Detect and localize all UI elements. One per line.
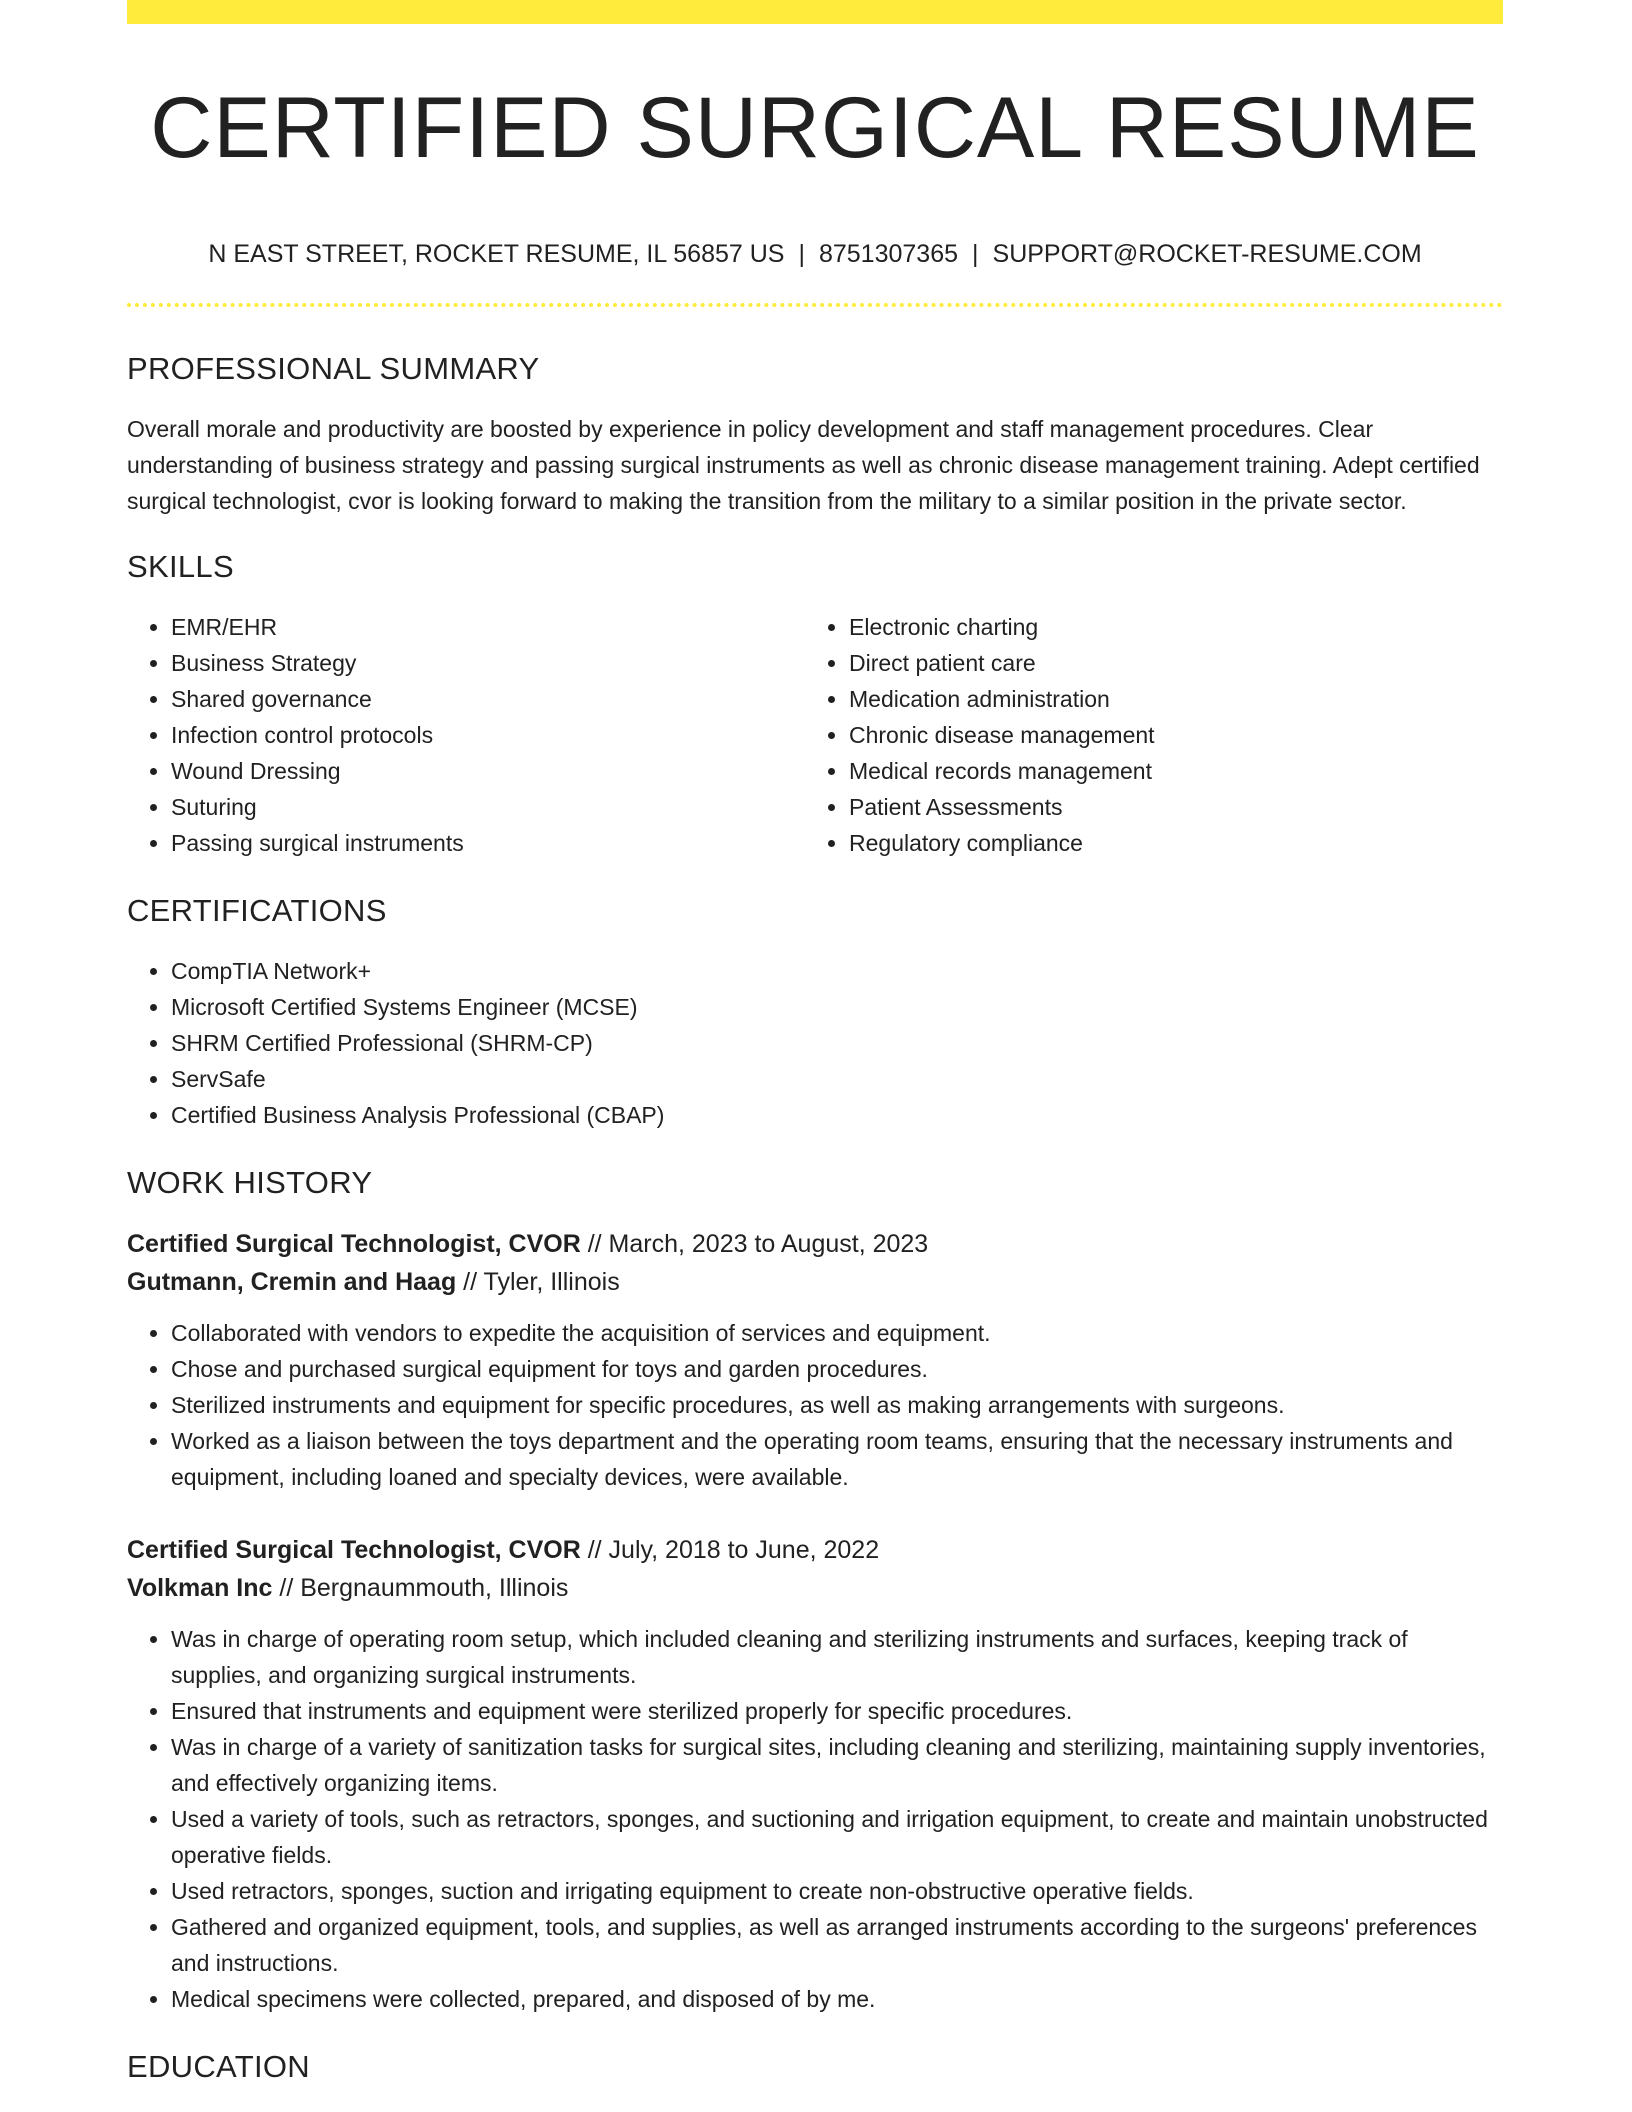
job-duty-item: • Used retractors, sponges, suction and irrigating equipment to create non-obstructive operative fields. bbox=[171, 1873, 1503, 1909]
skill-item: • EMR/EHR bbox=[171, 609, 805, 645]
education-heading: EDUCATION bbox=[127, 2049, 310, 2084]
job-title: Certified Surgical Technologist, CVOR bbox=[127, 1230, 581, 1258]
job-dates: // July, 2018 to June, 2022 bbox=[580, 1536, 880, 1564]
job-duty-item: • Chose and purchased surgical equipment for toys and garden procedures. bbox=[171, 1351, 1503, 1387]
job-duty-item: • Collaborated with vendors to expedite the acquisition of services and equipment. bbox=[171, 1315, 1503, 1351]
certification-item: • Microsoft Certified Systems Engineer (MCSE) bbox=[171, 989, 1503, 1025]
certification-item: • CompTIA Network+ bbox=[171, 953, 1503, 989]
skill-item: • Patient Assessments bbox=[849, 789, 1483, 825]
dotted-divider bbox=[127, 303, 1503, 307]
job-duty-item: • Worked as a liaison between the toys department and the operating room teams, ensuring that the necessary instruments and equipment, including loaned and specialty devices, were available. bbox=[171, 1423, 1503, 1495]
resume-content bbox=[127, 0, 1503, 2087]
job-entry bbox=[127, 1225, 1503, 1495]
skills-grid bbox=[127, 609, 1503, 861]
job-location: // Bergnaummouth, Illinois bbox=[272, 1574, 569, 1602]
job-duty-item: • Ensured that instruments and equipment were sterilized properly for specific procedures. bbox=[171, 1693, 1503, 1729]
job-duties-list bbox=[127, 1315, 1503, 1495]
skill-item: • Direct patient care bbox=[849, 645, 1483, 681]
job-company: Gutmann, Cremin and Haag bbox=[127, 1268, 457, 1296]
contact-phone: 8751307365 bbox=[818, 240, 959, 268]
job-duty-item: • Medical specimens were collected, prepared, and disposed of by me. bbox=[171, 1981, 1503, 2017]
job-company: Volkman Inc bbox=[127, 1574, 273, 1602]
skills-column-left bbox=[127, 609, 805, 861]
certifications-heading: CERTIFICATIONS bbox=[127, 893, 387, 928]
skill-item: • Shared governance bbox=[171, 681, 805, 717]
job-location: // Tyler, Illinois bbox=[456, 1268, 620, 1296]
certification-item: • ServSafe bbox=[171, 1061, 1503, 1097]
skills-column-right bbox=[805, 609, 1483, 861]
contact-address: N EAST STREET, ROCKET RESUME, IL 56857 US bbox=[208, 240, 785, 268]
skill-item: • Chronic disease management bbox=[849, 717, 1483, 753]
job-duty-item: • Sterilized instruments and equipment for specific procedures, as well as making arrangements with surgeons. bbox=[171, 1387, 1503, 1423]
job-duty-item: • Was in charge of operating room setup, which included cleaning and sterilizing instruments and surfaces, keeping track of supplies, and organizing surgical instruments. bbox=[171, 1621, 1503, 1693]
skill-item: • Medical records management bbox=[849, 753, 1483, 789]
skill-item: • Passing surgical instruments bbox=[171, 825, 805, 861]
contact-separator: | bbox=[798, 240, 805, 268]
skill-item: • Electronic charting bbox=[849, 609, 1483, 645]
summary-heading: PROFESSIONAL SUMMARY bbox=[127, 351, 540, 386]
skill-item: • Suturing bbox=[171, 789, 805, 825]
job-duty-item: • Gathered and organized equipment, tools, and supplies, as well as arranged instruments according to the surgeons' preferences and instructions. bbox=[171, 1909, 1503, 1981]
skill-item: • Regulatory compliance bbox=[849, 825, 1483, 861]
job-duty-item: • Used a variety of tools, such as retractors, sponges, and suctioning and irrigation equipment, to create and maintain unobstructed operative fields. bbox=[171, 1801, 1503, 1873]
job-company-line bbox=[127, 1569, 1503, 1607]
contact-email: SUPPORT@ROCKET-RESUME.COM bbox=[992, 240, 1422, 268]
skill-item: • Medication administration bbox=[849, 681, 1483, 717]
contact-line bbox=[127, 238, 1503, 270]
resume-title: CERTIFIED SURGICAL RESUME bbox=[150, 80, 1480, 176]
certification-item: • Certified Business Analysis Professional (CBAP) bbox=[171, 1097, 1503, 1133]
skill-item: • Wound Dressing bbox=[171, 753, 805, 789]
job-duties-list bbox=[127, 1621, 1503, 2017]
job-company-line bbox=[127, 1263, 1503, 1301]
job-dates: // March, 2023 to August, 2023 bbox=[580, 1230, 929, 1258]
job-entry bbox=[127, 1531, 1503, 2017]
job-title-line bbox=[127, 1225, 1503, 1263]
skills-heading: SKILLS bbox=[127, 549, 234, 584]
skill-item: • Infection control protocols bbox=[171, 717, 805, 753]
job-duty-item: • Was in charge of a variety of sanitization tasks for surgical sites, including cleaning and sterilizing, maintaining supply inventories, and effectively organizing items. bbox=[171, 1729, 1503, 1801]
skill-item: • Business Strategy bbox=[171, 645, 805, 681]
job-title-line bbox=[127, 1531, 1503, 1569]
certifications-list bbox=[127, 953, 1503, 1133]
contact-separator: | bbox=[972, 240, 979, 268]
work-history-heading: WORK HISTORY bbox=[127, 1165, 373, 1200]
summary-text: Overall morale and productivity are boosted by experience in policy development and staff management procedures. Clear understanding of business strategy and passing surgical instruments as well as chronic disease management training. Adept certified surgical technologist, cvor is looking forward to making the transition from the military to a similar position in the private sector. bbox=[127, 416, 1480, 514]
job-title: Certified Surgical Technologist, CVOR bbox=[127, 1536, 581, 1564]
certification-item: • SHRM Certified Professional (SHRM-CP) bbox=[171, 1025, 1503, 1061]
